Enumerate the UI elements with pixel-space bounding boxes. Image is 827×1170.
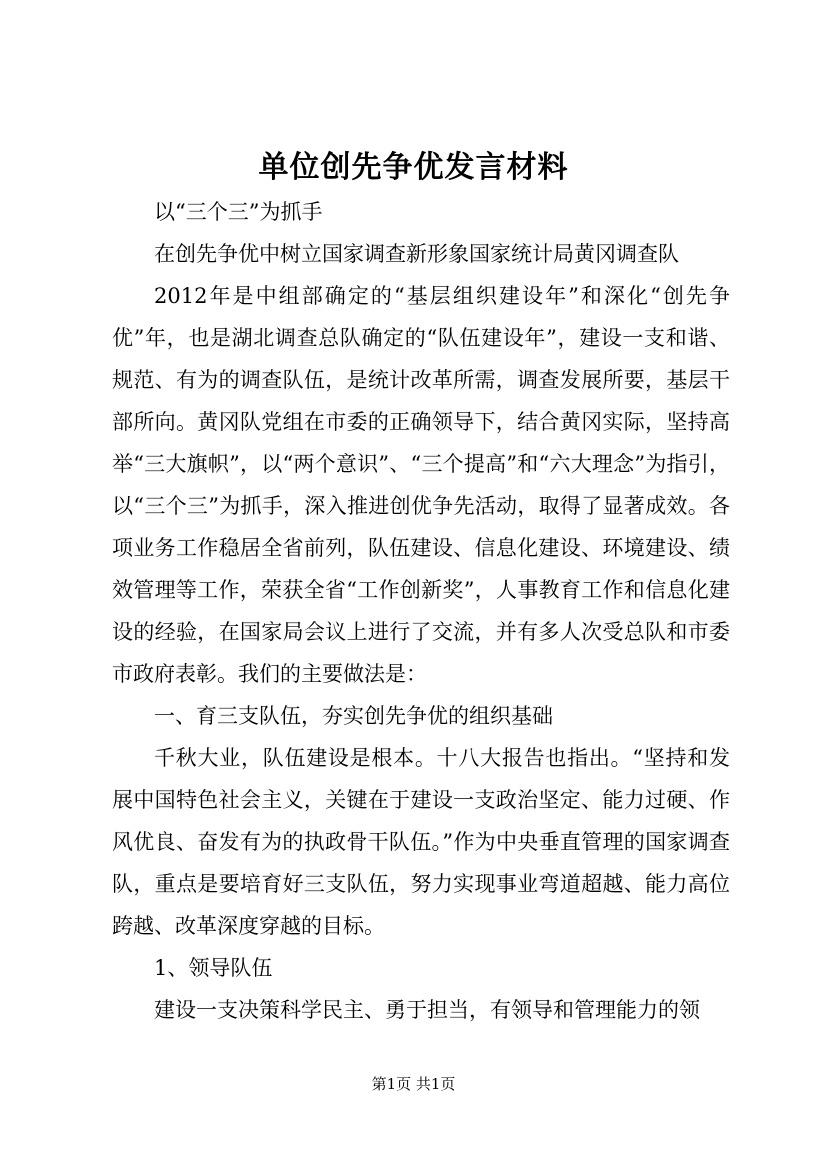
- paragraph-org-line: 在创先争优中树立国家调查新形象国家统计局黄冈调查队: [154, 242, 679, 266]
- section-heading-1: 一、育三支队伍，夯实创先争优的组织基础: [154, 704, 553, 728]
- paragraph-subtitle: 以“三个三”为抓手: [154, 200, 323, 224]
- paragraph-subsection-1: 建设一支决策科学民主、勇于担当，有领导和管理能力的领: [154, 998, 700, 1022]
- paragraph-intro: 2012年是中组部确定的“基层组织建设年”和深化“创先争优”年，也是湖北调查总队确定的“队伍建设年”，建设一支和谐、规范、有为的调查队伍，是统计改革所需，调查发展所要，基层干部所向。黄冈队党组在市委的正确领导下，结合黄冈实际，坚持高举“三大旗帜”，以“两个意识”、“三个提高”和“六大理念”为指引，以“三个三”为抓手，深入推进创优争先活动，取得了显著成效。各项业务工作稳居全省前列，队伍建设、信息化建设、环境建设、绩效管理等工作，荣获全省“工作创新奖”，人事教育工作和信息化建设的经验，在国家局会议上进行了交流，并有多人次受总队和市委市政府表彰。我们的主要做法是：: [112, 284, 730, 686]
- document-body: [112, 191, 730, 1031]
- subsection-heading-1: 1、领导队伍: [154, 956, 273, 980]
- document-title: 单位创先争优发言材料: [258, 150, 569, 185]
- paragraph-section-1: 千秋大业，队伍建设是根本。十八大报告也指出。“坚持和发展中国特色社会主义，关键在于建设一支政治坚定、能力过硬、作风优良、奋发有为的执政骨干队伍。”作为中央垂直管理的国家调查队，重点是要培育好三支队伍，努力实现事业弯道超越、能力高位跨越、改革深度穿越的目标。: [112, 746, 730, 938]
- page-footer: 第1页 共1页: [371, 1075, 456, 1093]
